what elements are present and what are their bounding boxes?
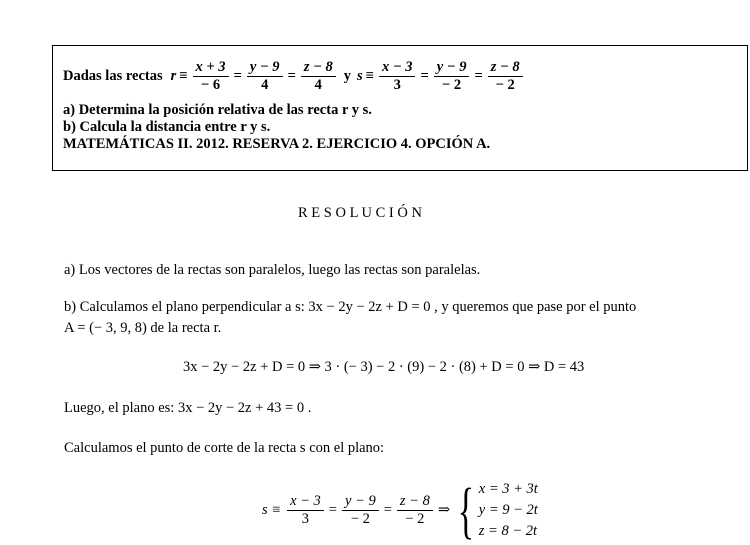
answer-a: a) Los vectores de la rectas son paralelos, luego las rectas son paralelas. [64,262,481,278]
r-fraction-2: $\frac{y - 9}{4}$ [247,59,283,94]
s-label: s ≡ [262,502,282,518]
equiv-symbol: ≡ [365,68,374,84]
equation-D: 3x − 2y − 2z + D = 0 ⇒ 3 · (− 3) − 2 · (9) − 2 · (8) + D = 0 ⇒ D = 43 [183,359,585,375]
parametric-system [479,479,538,542]
s-frac-1: $\frac{x - 3}{3}$ [287,493,324,528]
problem-box [52,45,748,171]
equals-symbol: = [287,68,296,84]
equals-symbol: = [383,502,392,518]
equals-symbol: = [233,68,242,84]
answer-b-line2: A = (− 3, 9, 8) de la recta r. [64,320,222,336]
r-fraction-1: $\frac{x + 3}{- 6}$ [193,59,229,94]
equals-symbol: = [328,502,337,518]
line-r-name: r [170,68,177,84]
resolution-heading: R E S O L U C I Ó N [298,205,422,221]
param-y: y = 9 − 2t [478,502,538,518]
implies-symbol: ⇒ [437,502,450,518]
part-b: b) Calcula la distancia entre r y s. [63,119,271,135]
equals-symbol: = [474,68,483,84]
plane-text: Luego, el plano es: 3x − 2y − 2z + 43 = 0 . [64,400,312,416]
s-frac-3: $\frac{z - 8}{- 2}$ [397,493,433,528]
problem-intro: Dadas las rectas [63,68,163,84]
s-fraction-1: $\frac{x - 3}{3}$ [379,59,416,94]
s-frac-2: $\frac{y - 9}{- 2}$ [342,493,379,528]
problem-lines-equation [63,59,525,94]
r-fraction-3: $\frac{z - 8}{4}$ [301,59,336,94]
cut-text: Calculamos el punto de corte de la recta s con el plano: [64,440,385,456]
part-a: a) Determina la posición relativa de las recta r y s. [63,102,372,118]
equiv-symbol: ≡ [179,68,188,84]
param-z: z = 8 − 2t [478,523,538,539]
line-s-name: s [357,68,363,84]
equals-symbol: = [420,68,429,84]
answer-b-line1: b) Calculamos el plano perpendicular a s: 3x − 2y − 2z + D = 0 , y queremos que pase por el punto [64,299,637,315]
source-line: MATEMÁTICAS II. 2012. RESERVA 2. EJERCICIO 4. OPCIÓN A. [63,136,491,152]
conjunction: y [343,68,352,84]
brace-symbol: { [457,476,475,545]
line-s-parametric [262,476,538,545]
s-fraction-2: $\frac{y - 9}{- 2}$ [434,59,470,94]
s-fraction-3: $\frac{z - 8}{- 2}$ [488,59,523,94]
param-x: x = 3 + 3t [478,481,538,497]
